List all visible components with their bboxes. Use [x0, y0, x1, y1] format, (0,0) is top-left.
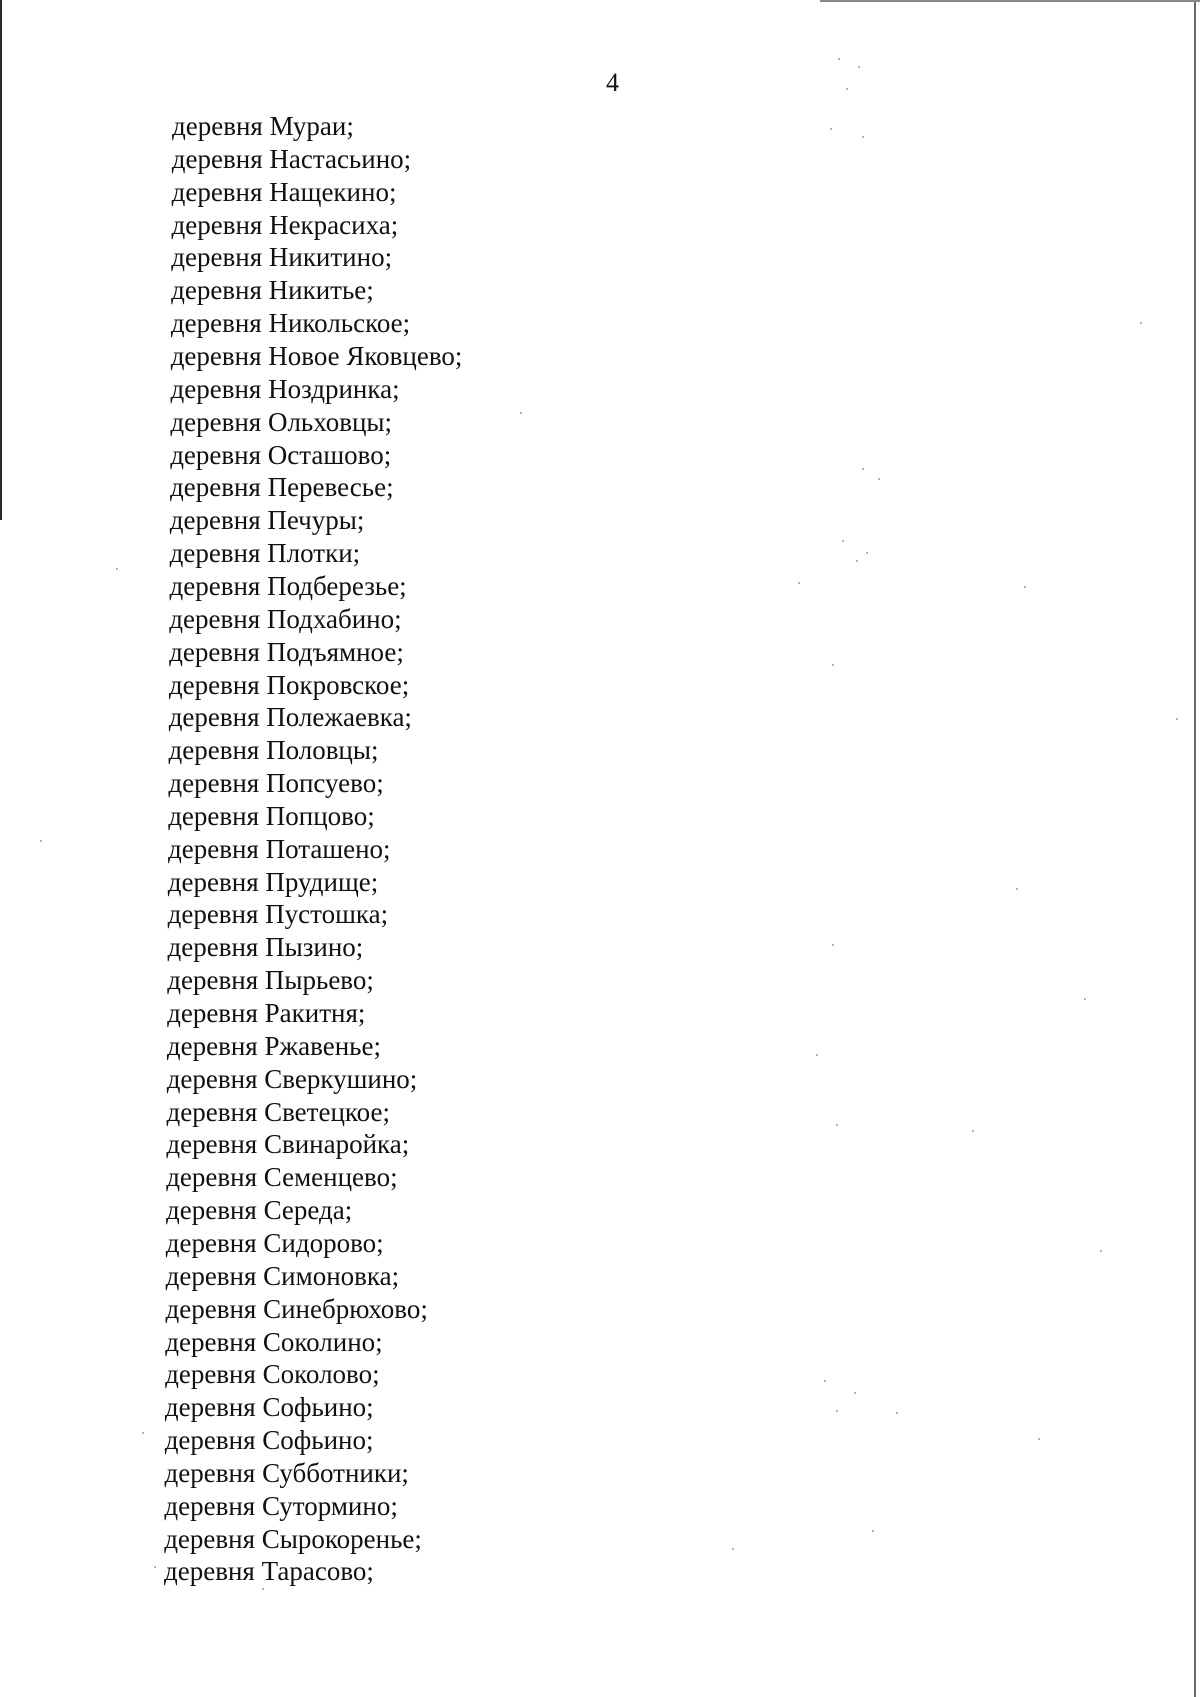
- list-item: деревня Подхабино;: [169, 603, 402, 634]
- scan-speck: [520, 412, 522, 414]
- list-item: деревня Симоновка;: [165, 1260, 400, 1291]
- scan-speck: [836, 1410, 838, 1412]
- scan-edge-top: [820, 0, 1200, 2]
- scan-speck: [732, 1548, 734, 1550]
- list-item: деревня Никитье;: [171, 275, 374, 306]
- scan-speck: [896, 1412, 898, 1414]
- list-item: деревня Покровское;: [168, 669, 410, 700]
- list-item: деревня Печуры;: [169, 505, 365, 536]
- list-item: деревня Ржавенье;: [166, 1030, 381, 1061]
- list-item: деревня Мураи;: [172, 111, 354, 141]
- list-item: деревня Настасьино;: [171, 143, 412, 174]
- list-item: деревня Софьино;: [164, 1425, 374, 1455]
- scan-speck: [842, 540, 844, 542]
- scan-speck: [836, 1124, 838, 1126]
- list-item: деревня Перевесье;: [170, 472, 394, 503]
- scan-speck: [1140, 322, 1142, 324]
- list-item: деревня Свинаройка;: [166, 1129, 410, 1160]
- list-item: деревня Новое Яковцево;: [170, 341, 463, 371]
- scan-speck: [1084, 998, 1086, 1000]
- scan-speck: [824, 1380, 826, 1382]
- list-item: деревня Соколово;: [165, 1359, 380, 1390]
- list-item: деревня Светецкое;: [166, 1096, 390, 1127]
- list-item: деревня Сырокоренье;: [164, 1523, 422, 1554]
- scan-speck: [798, 582, 800, 584]
- list-item: деревня Нащекино;: [171, 176, 397, 207]
- list-item: деревня Попсуево;: [168, 768, 384, 798]
- list-item: деревня Пызино;: [167, 932, 364, 963]
- scan-speck: [856, 560, 858, 562]
- scan-speck: [1100, 1250, 1102, 1252]
- list-item: деревня Софьино;: [164, 1392, 374, 1423]
- list-item: деревня Подъямное;: [169, 636, 404, 667]
- scan-speck: [872, 1530, 874, 1532]
- list-item: деревня Попцово;: [168, 800, 375, 831]
- list-item: деревня Пустошка;: [167, 899, 389, 930]
- scan-speck: [846, 88, 848, 90]
- scan-speck: [142, 1432, 144, 1434]
- scan-speck: [1016, 888, 1018, 890]
- scan-speck: [832, 944, 834, 946]
- scan-speck: [838, 58, 840, 60]
- list-item: деревня Сутормино;: [164, 1490, 398, 1521]
- list-item: деревня Семенцево;: [166, 1162, 398, 1193]
- scan-speck: [40, 840, 42, 842]
- list-item: деревня Половцы;: [168, 735, 379, 766]
- scan-speck: [854, 1392, 856, 1394]
- list-item: деревня Пырьево;: [167, 965, 374, 996]
- list-item: деревня Сверкушино;: [166, 1063, 418, 1094]
- list-item: деревня Плотки;: [169, 538, 361, 569]
- list-item: деревня Ноздринка;: [170, 373, 400, 404]
- list-item: деревня Осташово;: [170, 439, 392, 470]
- list-item: деревня Субботники;: [164, 1457, 409, 1488]
- page-number: 4: [606, 68, 619, 97]
- scan-edge-right: [1194, 0, 1196, 1697]
- list-item: деревня Тарасово;: [164, 1556, 374, 1587]
- list-item: деревня Ракитня;: [167, 998, 366, 1028]
- scan-speck: [858, 66, 860, 68]
- scan-speck: [116, 568, 118, 570]
- scan-speck: [866, 552, 868, 554]
- list-item: деревня Никольское;: [170, 308, 411, 339]
- scan-speck: [1038, 1438, 1040, 1440]
- list-item: деревня Ольховцы;: [170, 406, 393, 437]
- scan-speck: [878, 478, 880, 480]
- scan-speck: [862, 468, 864, 470]
- scan-speck: [262, 1588, 264, 1590]
- list-item: деревня Сидорово;: [165, 1227, 384, 1258]
- list-item: деревня Середа;: [166, 1195, 353, 1225]
- list-item: деревня Никитино;: [171, 242, 393, 273]
- scan-speck: [154, 1566, 156, 1568]
- list-item: деревня Соколино;: [165, 1326, 383, 1357]
- scan-speck: [816, 1054, 818, 1056]
- list-item: деревня Прудище;: [167, 866, 379, 897]
- list-item: деревня Некрасиха;: [171, 209, 399, 240]
- list-item: деревня Полежаевка;: [168, 702, 412, 733]
- scan-speck: [1176, 718, 1178, 720]
- scan-speck: [830, 128, 832, 130]
- list-item: деревня Поташено;: [168, 833, 391, 864]
- scan-speck: [832, 664, 834, 666]
- scan-edge-left: [0, 0, 2, 520]
- scan-speck: [972, 1130, 974, 1132]
- list-item: деревня Синебрюхово;: [165, 1293, 428, 1324]
- scan-speck: [1024, 586, 1026, 588]
- list-item: деревня Подберезье;: [169, 570, 407, 601]
- scan-speck: [862, 136, 864, 138]
